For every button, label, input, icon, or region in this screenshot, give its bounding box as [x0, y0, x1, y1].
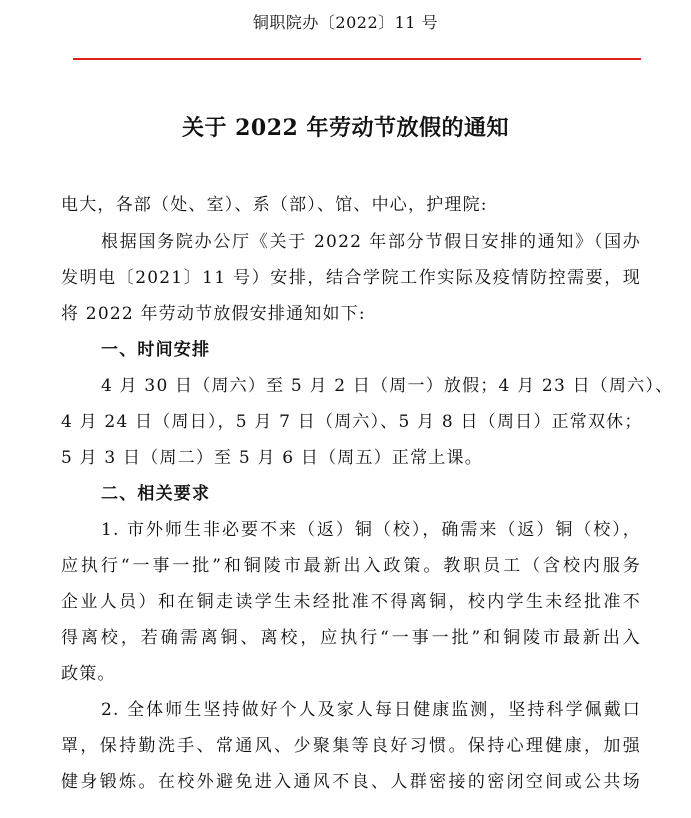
schedule-line-1: 4 月 30 日（周六）至 5 月 2 日（周一）放假；4 月 23 日（周六）、 [101, 376, 674, 396]
red-header-rule [73, 58, 641, 60]
requirement-2-line-1: 2. 全体师生坚持做好个人及家人每日健康监测，坚持科学佩戴口 [101, 700, 641, 720]
requirement-1-line-2: 应执行“一事一批”和铜陵市最新出入政策。教职员工（含校内服务 [61, 556, 641, 576]
intro-line-1: 根据国务院办公厅《关于 2022 年部分节假日安排的通知》（国办 [101, 232, 641, 252]
document-title: 关于 2022 年劳动节放假的通知 [181, 115, 510, 141]
requirement-2-line-3: 健身锻炼。在校外避免进入通风不良、人群密接的密闭空间或公共场 [61, 772, 641, 792]
schedule-line-3: 5 月 3 日（周二）至 5 月 6 日（周五）正常上课。 [61, 448, 483, 468]
addressee: 电大，各部（处、室）、系（部）、馆、中心，护理院: [61, 195, 488, 215]
requirement-2-line-2: 罩，保持勤洗手、常通风、少聚集等良好习惯。保持心理健康，加强 [61, 736, 641, 756]
requirement-1-line-4: 得离校，若确需离铜、离校，应执行“一事一批”和铜陵市最新出入 [61, 628, 641, 648]
requirement-1-line-1: 1. 市外师生非必要不来（返）铜（校），确需来（返）铜（校）， [101, 520, 641, 540]
section-heading-schedule: 一、时间安排 [101, 340, 211, 360]
requirement-1-line-5: 政策。 [61, 664, 116, 684]
requirement-1-line-3: 企业人员）和在铜走读学生未经批准不得离铜，校内学生未经批准不 [61, 592, 641, 612]
intro-line-3: 将 2022 年劳动节放假安排通知如下: [61, 304, 366, 324]
intro-line-2: 发明电〔2021〕11 号）安排，结合学院工作实际及疫情防控需要，现 [61, 268, 641, 288]
schedule-line-2: 4 月 24 日（周日），5 月 7 日（周六）、5 月 8 日（周日）正常双休； [61, 412, 643, 432]
document-number: 铜职院办〔2022〕11 号 [252, 13, 439, 32]
section-heading-requirements: 二、相关要求 [101, 484, 211, 504]
